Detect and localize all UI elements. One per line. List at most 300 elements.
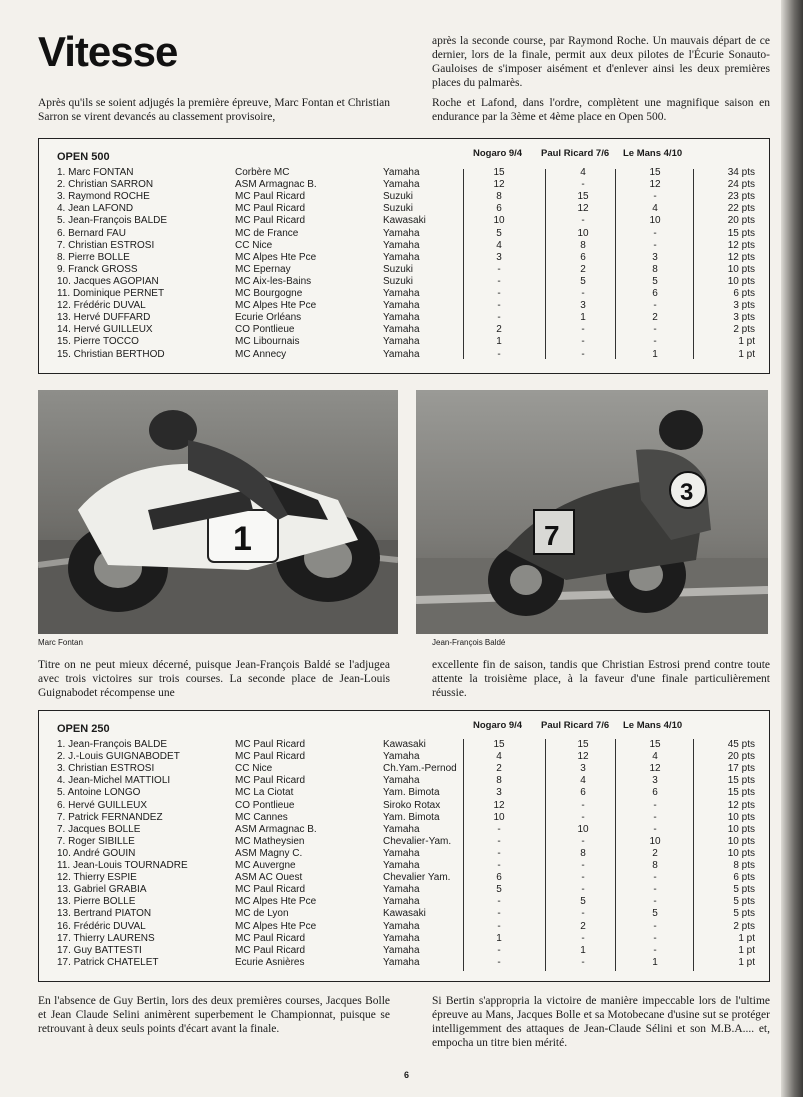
cell-club: Ecurie Asnières [235,956,305,968]
cell-r3: 3 [652,775,658,787]
cell-name: 17. Thierry LAURENS [57,932,155,944]
cell-pts: 8 pts [733,860,755,871]
cell-r1: - [497,348,501,360]
table-row [39,739,769,751]
table-row [39,203,769,215]
cell-make: Yamaha [383,847,420,859]
svg-text:1: 1 [233,520,252,558]
open500-results-table [38,138,770,374]
cell-r3: 5 [652,908,658,920]
cell-r2: - [581,336,585,348]
cell-club: MC de Lyon [235,908,289,920]
cell-r2: - [581,799,585,811]
cell-make: Yamaha [383,288,420,299]
cell-club: MC La Ciotat [235,787,294,799]
cell-r1: 5 [496,884,502,896]
cell-r2: - [581,348,585,360]
cell-make: Yamaha [383,300,420,312]
cell-club: MC Auvergne [235,860,296,871]
cell-r1: 10 [493,215,505,227]
cell-pts: 10 pts [727,835,755,847]
table-row [39,921,769,933]
cell-name: 11. Dominique PERNET [57,288,165,299]
cell-r2: 10 [577,227,589,239]
cell-r3: - [653,300,657,312]
cell-club: MC Paul Ricard [235,203,306,215]
cell-r1: 8 [496,775,502,787]
cell-club: ASM AC Ouest [235,872,303,884]
cell-make: Yamaha [383,239,420,251]
middle-left-paragraph: Titre on ne peut mieux décerné, puisque Jean-François Baldé se l'adjugea avec trois victoires sur trois courses. La seconde place de Jean-Louis Guignabodet récompense une [38,659,390,699]
page-spine-shadow [781,0,803,1097]
cell-r2: - [581,908,585,920]
cell-r2: 15 [577,739,589,750]
cell-name: 4. Jean LAFOND [57,203,134,215]
cell-pts: 1 pt [738,956,755,968]
cell-r3: 15 [649,167,661,178]
cell-name: 15. Pierre TOCCO [57,336,139,348]
cell-r2: 15 [577,191,589,203]
cell-r3: - [653,336,657,348]
cell-r1: 1 [496,932,502,944]
cell-make: Yamaha [383,920,420,932]
cell-pts: 23 pts [727,191,755,203]
cell-make: Yamaha [383,227,420,239]
cell-pts: 2 pts [733,324,755,336]
cell-r3: 2 [652,847,658,859]
cell-r2: - [581,884,585,896]
cell-pts: 6 pts [733,288,755,299]
cell-r1: - [497,263,501,275]
cell-club: CC Nice [235,239,273,251]
cell-r1: 2 [496,324,502,336]
bottom-right-paragraph: Si Bertin s'appropria la victoire de manière impeccable lors de l'ultime épreuve au Mans, Jacques Bolle et sa Motobecane d'usine sut se protéger intelligemment des attaques de Jean-Claude Sélini et son M.B.A.... et, empocha un titre bien mérité. [432,995,770,1049]
cell-make: Yamaha [383,932,420,944]
cell-name: 16. Frédéric DUVAL [57,920,146,932]
cell-pts: 12 pts [727,251,755,263]
table-row [39,240,769,252]
cell-pts: 12 pts [727,239,755,251]
cell-r3: - [653,823,657,835]
cell-r3: 8 [652,860,658,871]
cell-pts: 3 pts [733,312,755,324]
cell-club: CO Pontlieue [235,799,295,811]
cell-pts: 10 pts [727,823,755,835]
table-row [39,300,769,312]
cell-make: Yamaha [383,860,420,871]
cell-club: MC Alpes Hte Pce [235,896,317,908]
cell-club: MC Paul Ricard [235,739,306,750]
cell-make: Yamaha [383,896,420,908]
cell-club: MC Paul Ricard [235,191,306,203]
cell-r1: 8 [496,191,502,203]
cell-r3: - [653,944,657,956]
cell-r1: - [497,944,501,956]
cell-pts: 1 pt [738,336,755,348]
open250-col-nogaro: Nogaro 9/4 [473,720,523,731]
svg-text:3: 3 [680,479,694,506]
cell-make: Yamaha [383,956,420,968]
cell-r3: - [653,227,657,239]
cell-name: 12. Frédéric DUVAL [57,300,146,312]
cell-name: 15. Christian BERTHOD [57,348,165,360]
table-row [39,324,769,336]
cell-name: 5. Antoine LONGO [57,787,141,799]
cell-club: MC Alpes Hte Pce [235,251,317,263]
cell-club: Ecurie Orléans [235,312,302,324]
cell-r2: 8 [580,239,586,251]
cell-club: MC de France [235,227,299,239]
cell-name: 10. André GOUIN [57,847,136,859]
table-row [39,312,769,324]
cell-pts: 20 pts [727,751,755,763]
cell-make: Yam. Bimota [383,811,440,823]
cell-name: 13. Gabriel GRABIA [57,884,147,896]
table-row [39,933,769,945]
cell-r1: 15 [493,739,505,750]
cell-club: MC Bourgogne [235,288,303,299]
cell-pts: 12 pts [727,799,755,811]
cell-pts: 10 pts [727,811,755,823]
cell-name: 9. Franck GROSS [57,263,138,275]
cell-r2: - [581,932,585,944]
cell-name: 7. Jacques BOLLE [57,823,141,835]
intro-right-paragraph-2: Roche et Lafond, dans l'ordre, complètent une magnifique saison en endurance par la 3ème et 4ème place en Open 500. [432,97,770,123]
cell-r3: 4 [652,751,658,763]
cell-name: 2. Christian SARRON [57,179,154,191]
cell-pts: 1 pt [738,944,755,956]
cell-name: 12. Thierry ESPIE [57,872,137,884]
cell-r1: - [497,835,501,847]
open250-col-le-mans: Le Mans 4/10 [623,720,683,731]
cell-make: Kawasaki [383,215,426,227]
open250-col-paul-ricard: Paul Ricard 7/6 [541,720,610,731]
cell-r3: - [653,799,657,811]
cell-r1: 6 [496,872,502,884]
cell-name: 6. Bernard FAU [57,227,126,239]
cell-make: Chevalier-Yam. [383,835,452,847]
cell-r3: 6 [652,288,658,299]
table-row [39,349,769,361]
table-row [39,787,769,799]
cell-r1: - [497,312,501,324]
cell-r1: 12 [493,179,505,191]
cell-r2: - [581,811,585,823]
cell-r3: - [653,920,657,932]
svg-text:7: 7 [544,520,560,551]
cell-make: Siroko Rotax [383,799,441,811]
cell-r3: - [653,191,657,203]
cell-pts: 15 pts [727,775,755,787]
cell-r3: 5 [652,275,658,287]
table-row [39,848,769,860]
cell-r3: 3 [652,251,658,263]
cell-pts: 1 pt [738,348,755,360]
table-row [39,860,769,872]
cell-r1: - [497,275,501,287]
cell-pts: 6 pts [733,872,755,884]
cell-r1: 6 [496,203,502,215]
cell-pts: 22 pts [727,203,755,215]
cell-r1: - [497,300,501,312]
cell-r2: 2 [580,263,586,275]
cell-club: MC Paul Ricard [235,884,306,896]
cell-r1: - [497,847,501,859]
cell-club: MC Aix-les-Bains [235,275,312,287]
cell-make: Yamaha [383,324,420,336]
cell-name: 17. Patrick CHATELET [57,956,159,968]
cell-r2: - [581,956,585,968]
cell-make: Yamaha [383,312,420,324]
cell-pts: 15 pts [727,227,755,239]
cell-club: CC Nice [235,763,273,775]
cell-pts: 3 pts [733,300,755,312]
cell-name: 13. Pierre BOLLE [57,896,136,908]
cell-make: Yamaha [383,336,420,348]
cell-club: MC Libournais [235,336,300,348]
cell-r3: - [653,239,657,251]
cell-name: 7. Roger SIBILLE [57,835,135,847]
cell-r1: - [497,288,501,299]
cell-r3: 2 [652,312,658,324]
table-row [39,336,769,348]
cell-name: 11. Jean-Louis TOURNADRE [57,860,188,871]
cell-r3: - [653,324,657,336]
cell-club: ASM Armagnac B. [235,179,317,191]
cell-r2: 5 [580,275,586,287]
cell-club: MC Paul Ricard [235,944,306,956]
caption-right: Jean-François Baldé [432,638,506,647]
cell-r2: - [581,215,585,227]
cell-r2: 5 [580,896,586,908]
cell-pts: 45 pts [727,739,755,750]
caption-left: Marc Fontan [38,638,83,647]
cell-r2: 12 [577,203,589,215]
cell-r1: - [497,956,501,968]
cell-make: Yamaha [383,167,420,178]
photo-marc-fontan [38,390,398,634]
cell-make: Suzuki [383,191,414,203]
table-row [39,276,769,288]
photo-jean-francois-balde [416,390,768,634]
cell-name: 13. Hervé DUFFARD [57,312,151,324]
page-number: 6 [404,1070,410,1080]
table-row [39,884,769,896]
cell-name: 2. J.-Louis GUIGNABODET [57,751,180,763]
cell-club: MC Epernay [235,263,291,275]
cell-club: MC Alpes Hte Pce [235,920,317,932]
cell-r1: 2 [496,763,502,775]
cell-make: Kawasaki [383,908,426,920]
table-row [39,824,769,836]
cell-r2: 3 [580,300,586,312]
open500-col-nogaro: Nogaro 9/4 [473,148,523,159]
table-row [39,228,769,240]
cell-pts: 15 pts [727,787,755,799]
table-row [39,896,769,908]
cell-r3: 15 [649,739,661,750]
table-row [39,908,769,920]
cell-r2: - [581,324,585,336]
cell-r1: 10 [493,811,505,823]
table-row [39,812,769,824]
cell-make: Yamaha [383,823,420,835]
cell-make: Yamaha [383,179,420,191]
cell-club: MC Paul Ricard [235,775,306,787]
cell-make: Kawasaki [383,739,426,750]
cell-make: Suzuki [383,263,414,275]
table-row [39,957,769,969]
cell-r3: 1 [652,956,658,968]
cell-pts: 5 pts [733,908,755,920]
cell-r2: - [581,179,585,191]
cell-make: Suzuki [383,203,414,215]
cell-pts: 24 pts [727,179,755,191]
motorcycle-photo-left [38,390,398,634]
cell-name: 7. Patrick FERNANDEZ [57,811,163,823]
open500-heading: OPEN 500 [57,151,110,163]
cell-pts: 10 pts [727,847,755,859]
cell-r2: 4 [580,167,586,178]
intro-right-paragraph-1: après la seconde course, par Raymond Roche. Un mauvais départ de ce dernier, lors de la finale, permit aux deux pilotes de l'Écurie Sonauto-Gauloises de s'imposer aisément et d'enlever ainsi les deux premières places du palmarès. [432,35,770,89]
cell-pts: 10 pts [727,263,755,275]
cell-r1: - [497,920,501,932]
cell-make: Ch.Yam.-Pernod [383,763,457,775]
page-title: Vitesse [38,28,178,75]
cell-r2: - [581,835,585,847]
cell-r3: - [653,884,657,896]
cell-r2: 8 [580,847,586,859]
cell-r2: 6 [580,787,586,799]
cell-name: 1. Jean-François BALDE [57,739,168,750]
cell-club: ASM Magny C. [235,847,303,859]
bottom-left-paragraph: En l'absence de Guy Bertin, lors des deux premières courses, Jacques Bolle et Jean Claude Selini animèrent superbement le Championnat, puisque se retrouvant à deux seuls points d'écart avant la finale. [38,995,390,1035]
cell-r2: 3 [580,763,586,775]
cell-r3: - [653,872,657,884]
cell-name: 5. Jean-François BALDE [57,215,168,227]
cell-club: MC Cannes [235,811,288,823]
cell-club: MC Alpes Hte Pce [235,300,317,312]
cell-r1: - [497,860,501,871]
cell-club: ASM Armagnac B. [235,823,317,835]
cell-make: Yamaha [383,944,420,956]
cell-r2: 2 [580,920,586,932]
intro-left-paragraph: Après qu'ils se soient adjugés la première épreuve, Marc Fontan et Christian Sarron se virent devancés au classement provisoire, [38,97,390,123]
cell-club: Corbère MC [235,167,290,178]
middle-right-paragraph: excellente fin de saison, tandis que Christian Estrosi prend contre toute attente la troisième place, à la faveur d'une finale particulièrement réussie. [432,659,770,699]
cell-name: 10. Jacques AGOPIAN [57,275,159,287]
cell-r3: 12 [649,763,661,775]
cell-name: 8. Pierre BOLLE [57,251,130,263]
table-row [39,252,769,264]
open500-col-le-mans: Le Mans 4/10 [623,148,683,159]
cell-club: MC Paul Ricard [235,932,306,944]
cell-club: MC Annecy [235,348,287,360]
cell-name: 17. Guy BATTESTI [57,944,142,956]
cell-pts: 17 pts [727,763,755,775]
cell-r1: 3 [496,787,502,799]
cell-r3: - [653,811,657,823]
table-row [39,191,769,203]
cell-name: 3. Raymond ROCHE [57,191,150,203]
cell-name: 6. Hervé GUILLEUX [57,799,148,811]
cell-pts: 20 pts [727,215,755,227]
table-row [39,800,769,812]
cell-r2: 4 [580,775,586,787]
cell-r1: 4 [496,239,502,251]
cell-make: Chevalier Yam. [383,872,451,884]
table-row [39,167,769,179]
cell-r2: 12 [577,751,589,763]
cell-name: 3. Christian ESTROSI [57,763,155,775]
cell-pts: 5 pts [733,896,755,908]
table-row [39,751,769,763]
cell-r2: - [581,860,585,871]
cell-make: Suzuki [383,275,414,287]
cell-r3: - [653,932,657,944]
cell-name: 14. Hervé GUILLEUX [57,324,153,336]
table-row [39,215,769,227]
cell-name: 1. Marc FONTAN [57,167,134,178]
open500-col-paul-ricard: Paul Ricard 7/6 [541,148,610,159]
table-row [39,872,769,884]
cell-r3: - [653,896,657,908]
cell-r3: 12 [649,179,661,191]
cell-pts: 1 pt [738,932,755,944]
table-row [39,775,769,787]
cell-pts: 5 pts [733,884,755,896]
cell-r1: 4 [496,751,502,763]
cell-pts: 10 pts [727,275,755,287]
cell-name: 7. Christian ESTROSI [57,239,155,251]
cell-r1: - [497,908,501,920]
cell-r2: - [581,288,585,299]
cell-r1: - [497,823,501,835]
cell-r1: 1 [496,336,502,348]
open250-heading: OPEN 250 [57,723,110,735]
cell-r1: 15 [493,167,505,178]
cell-club: MC Matheysien [235,835,305,847]
cell-r2: 1 [580,312,586,324]
motorcycle-photo-right [416,390,768,634]
cell-r2: 1 [580,944,586,956]
cell-r3: 6 [652,787,658,799]
table-row [39,264,769,276]
cell-name: 13. Bertrand PIATON [57,908,152,920]
cell-r2: 6 [580,251,586,263]
cell-make: Yamaha [383,775,420,787]
cell-make: Yamaha [383,751,420,763]
table-row [39,763,769,775]
cell-r1: 3 [496,251,502,263]
cell-r2: - [581,872,585,884]
cell-r1: 12 [493,799,505,811]
cell-make: Yam. Bimota [383,787,440,799]
cell-r1: 5 [496,227,502,239]
cell-r3: 8 [652,263,658,275]
cell-r3: 10 [649,835,661,847]
cell-r3: 10 [649,215,661,227]
cell-name: 4. Jean-Michel MATTIOLI [57,775,171,787]
cell-make: Yamaha [383,251,420,263]
cell-club: MC Paul Ricard [235,751,306,763]
table-row [39,836,769,848]
cell-make: Yamaha [383,348,420,360]
cell-r3: 1 [652,348,658,360]
table-row [39,288,769,300]
cell-pts: 34 pts [727,167,755,178]
cell-club: CO Pontlieue [235,324,295,336]
